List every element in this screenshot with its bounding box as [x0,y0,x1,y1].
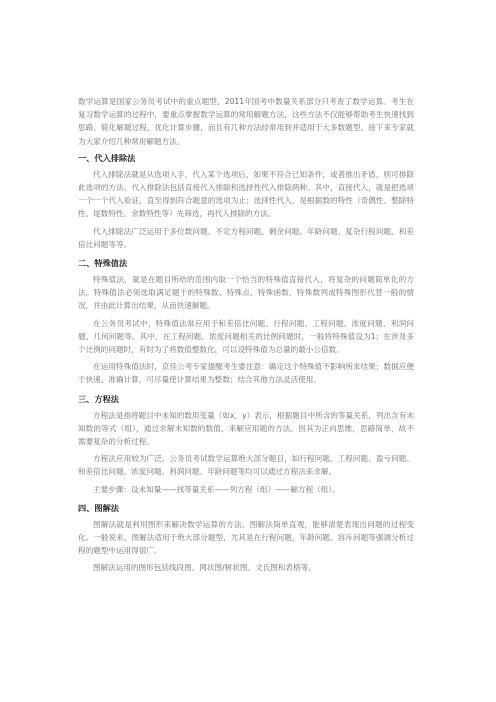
intro-paragraph: 数学运算是国家公务员考试中的重点题型，2011年国考中数量关系部分只考查了数学运算。考生在复习数学运算的过程中，要重点掌握数学运算的常用解题方法，这些方法不仅能够帮助考生快速找到思路、简化解题过程、优化计算步骤，而且有几种方法经常用到并适用于大多数题型。接下来专家就为大家介绍几种常用解题方法。 [78,97,414,146]
paragraph: 在运用特殊值法时，京佳公考专家提醒考生要注意：确定这个特殊值不影响所求结果；数据应便于快速、准确计算，可尽量使计算结果为整数；结合其他方法灵活使用。 [78,362,414,385]
paragraph: 代入排除法就是从选项入手，代入某个选项后，如果不符合已知条件，或者推出矛盾，则可排除此选项的方法。代入排除法包括直接代入排除和选择性代入排除两种。其中，直接代入，就是把选项一个一个代入验证，直至得到符合题意的选项为止；选择性代入，是根据数的特性（奇偶性、整除特性、尾数特性、余数特性等）先筛选，再代入排除的方法。 [78,169,414,219]
paragraph: 代入排除法广泛运用于多位数问题、不定方程问题、剩余问题、年龄问题、复杂行程问题、和差倍比问题等等。 [78,226,414,249]
paragraph: 方程法应用较为广泛，公务员考试数学运算绝大部分题目，如行程问题、工程问题、盈亏问题、和差倍比问题、浓度问题、利润问题、年龄问题等均可以通过方程法来求解。 [78,454,414,477]
paragraph: 主要步骤：设未知量——找等量关系——列方程（组）——解方程（组）。 [93,484,340,494]
section-heading-substitution: 一、代入排除法 [78,152,136,163]
article [78,95,414,575]
paragraph: 特殊值法，就是在题目所给的范围内取一个恰当的特殊值直接代入，将复杂的问题简单化的方法。特殊值法必须选取满足题干的特殊数、特殊点、特殊函数、特殊数列或特殊图形代替一般的情况，并由此计算出结果，从而快速解题。 [78,275,414,311]
section-heading-diagram: 四、图解法 [78,502,119,513]
paragraph: 在公务员考试中，特殊值法常应用于和差倍比问题、行程问题、工程问题、浓度问题、利润问题、几何问题等。其中，在工程问题、浓度问题相关的比例问题时，一般将特殊值设为1；在涉及多个比例的问题时，有时为了将数值整数化，可以设特殊值为总量的最小公倍数。 [78,318,414,355]
paragraph: 图解法就是利用图形来解决数学运算的方法。图解法简单直观，能够清楚表现出问题的过程变化。一般说来，图解法适用于绝大部分题型，尤其是在行程问题、年龄问题、容斥问题等强调分析过程的题型中运用得很广。 [78,519,414,556]
section-heading-special-value: 二、特殊值法 [78,258,128,269]
paragraph: 图解法运用的图形包括线段图、网状图/树状图、文氏图和表格等。 [93,563,316,573]
section-heading-equation: 三、方程法 [78,393,119,404]
paragraph: 方程法是指将题目中未知的数用变量（如x，y）表示，根据题目中所含的等量关系，列出含有未知数的等式（组），通过求解未知数的数值，来解应用题的方法。因其为正向思维，思路简单，故不需要复杂的分析过程。 [78,410,414,447]
